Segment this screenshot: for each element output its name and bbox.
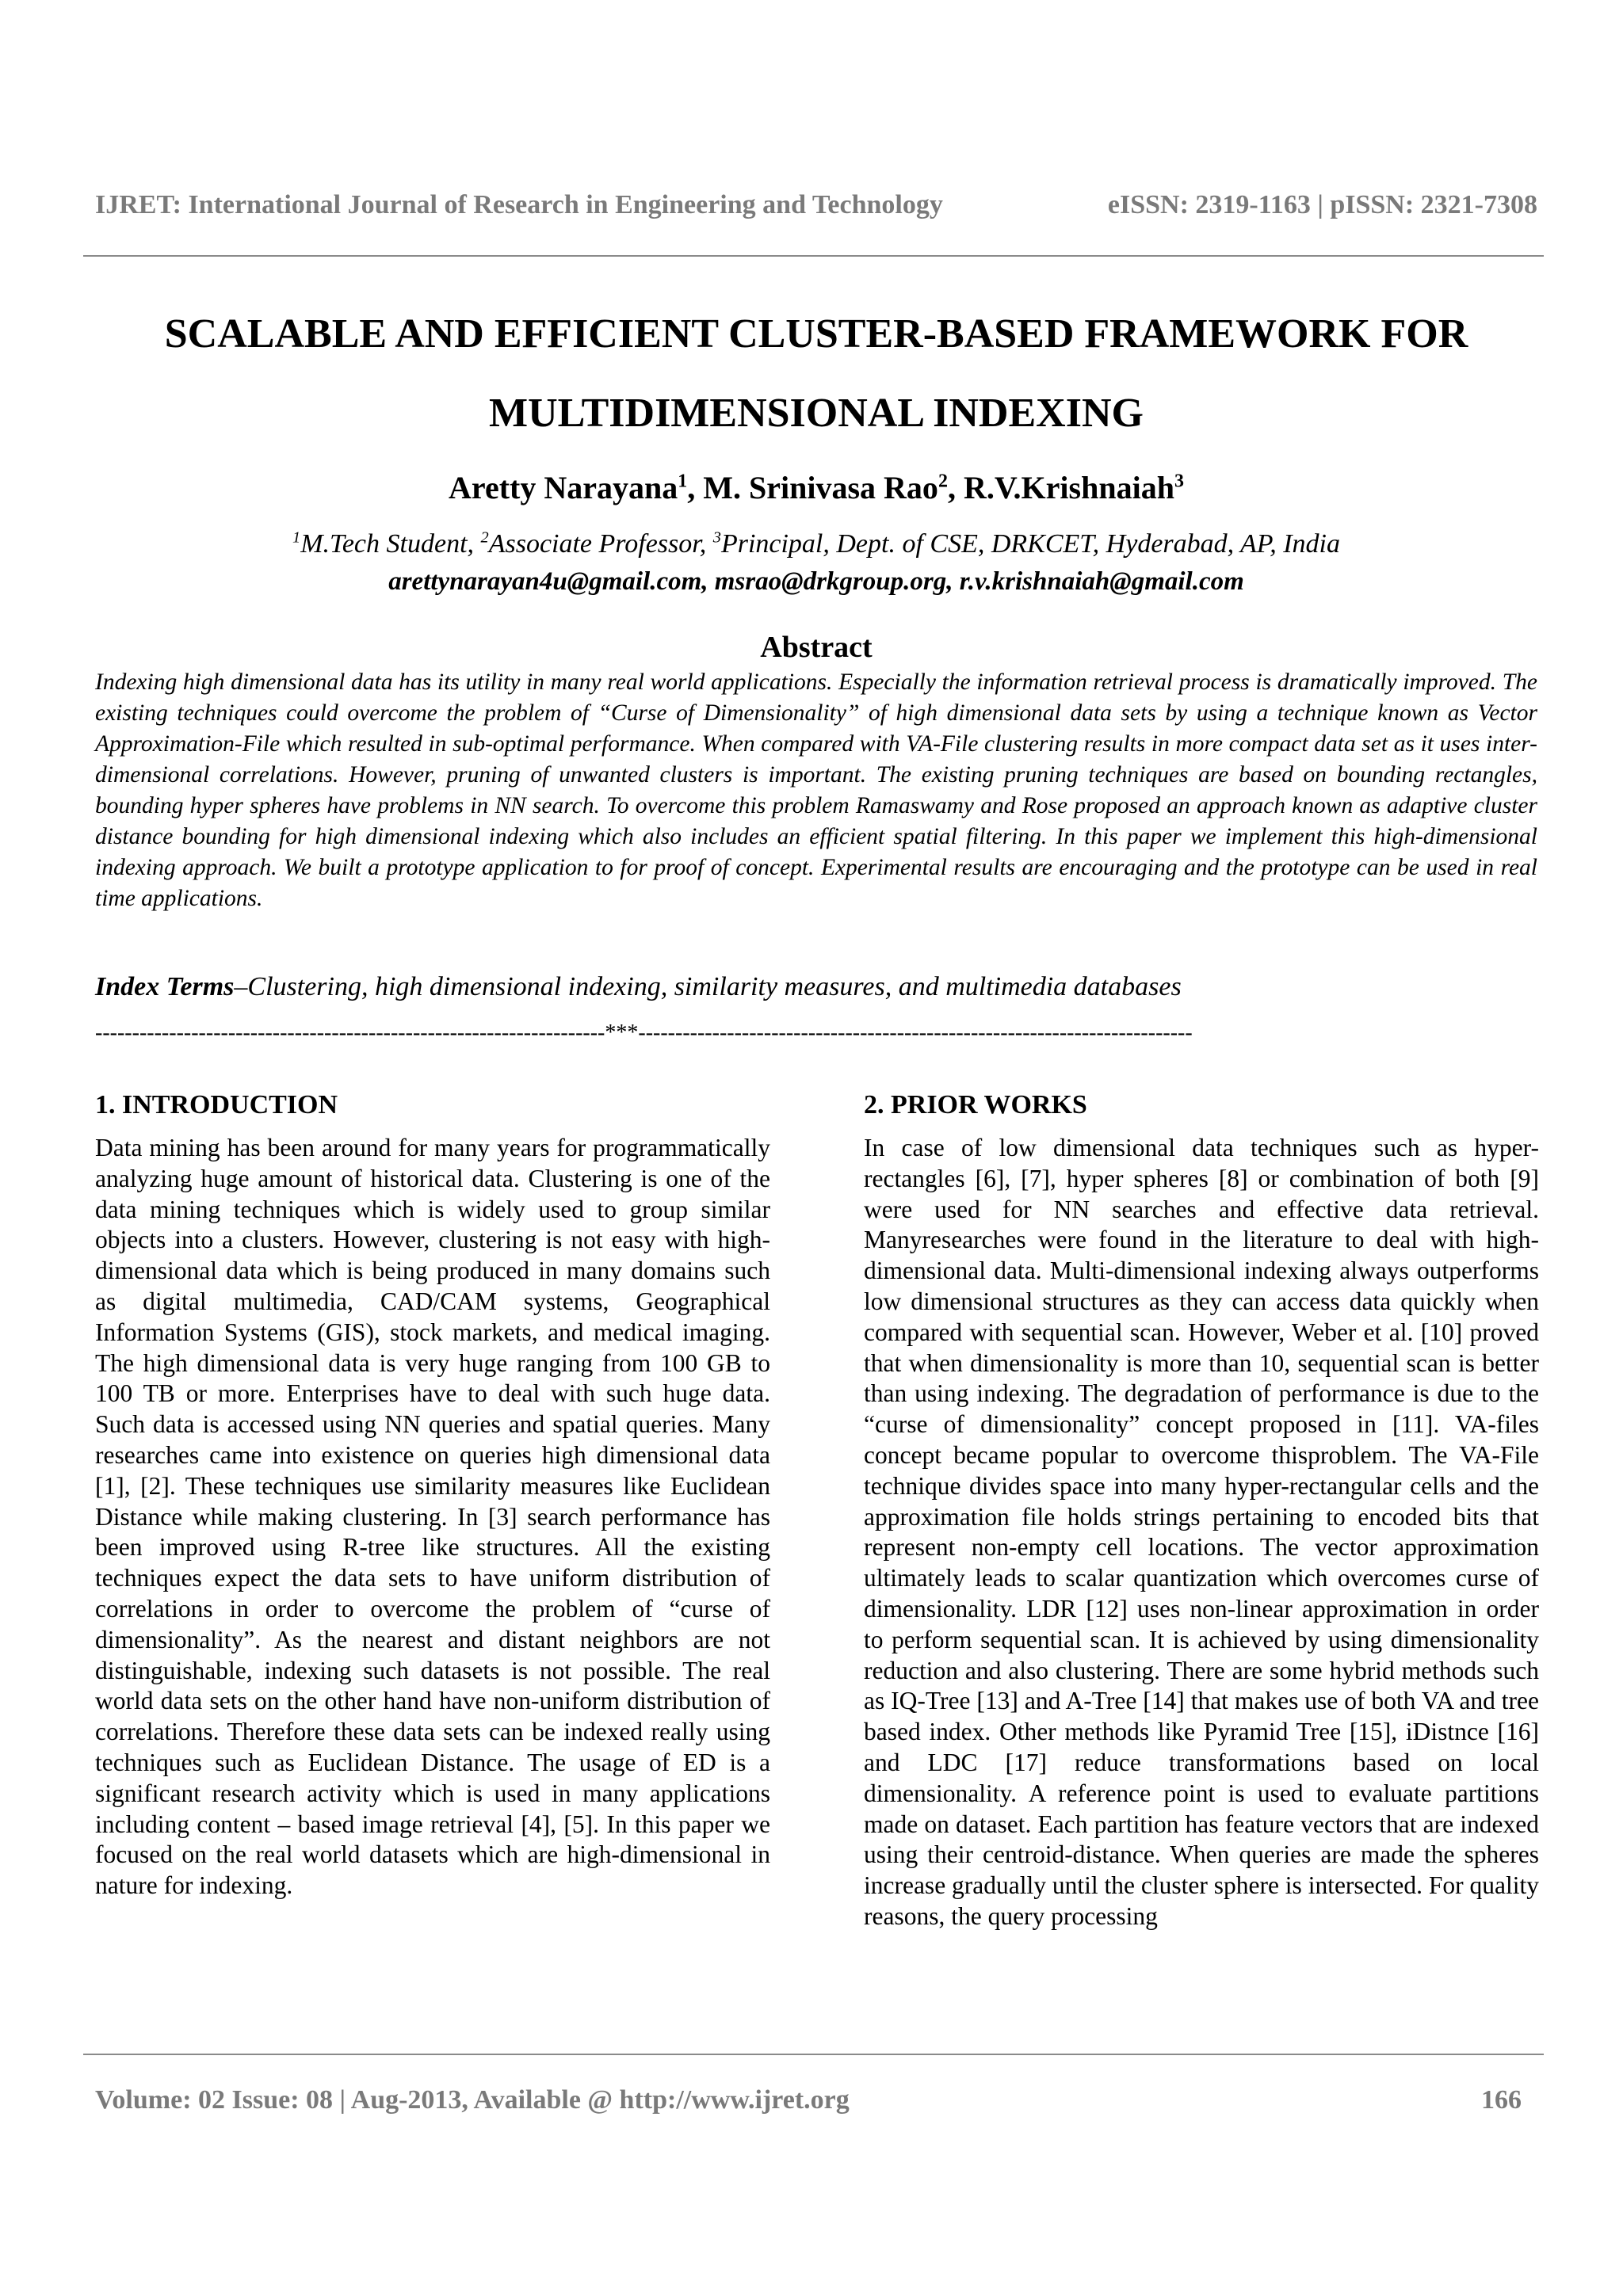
author-separator: , (947, 470, 964, 505)
affil-1: M.Tech Student, (300, 529, 481, 559)
abstract-heading: Abstract (760, 631, 873, 664)
issn-info: eISSN: 2319-1163 | pISSN: 2321-7308 (1107, 190, 1537, 219)
footer-rule (83, 2054, 1544, 2055)
title-line-2: MULTIDIMENSIONAL INDEXING (489, 391, 1144, 436)
title-line-1: SCALABLE AND EFFICIENT CLUSTER-BASED FRAMEWORK FOR (164, 311, 1468, 357)
right-column (864, 1087, 1539, 1932)
index-terms (95, 970, 1537, 1005)
running-header (95, 190, 1537, 225)
introduction-heading: 1. INTRODUCTION (95, 1090, 338, 1119)
affil-3: Principal, Dept. of CSE, DRKCET, Hyderabad, AP, India (720, 529, 1340, 559)
affil-mark-3: 3 (712, 528, 721, 547)
prior-works-heading: 2. PRIOR WORKS (864, 1090, 1087, 1119)
index-terms-text: –Clustering, high dimensional indexing, similarity measures, and multimedia databases (234, 972, 1182, 1001)
index-terms-label: Index Terms (95, 972, 235, 1001)
abstract-text: Indexing high dimensional data has its utility in many real world applications. Especially the information retrieval process is dramatically improved. The existing techniques could overcome the problem of “Curse of Dimensionality” of high dimensional data sets by using a technique known as Vector Approximation-File which resulted in sub-optimal performance. When compared with VA-File clustering results in more compact data set as it uses inter-dimensional correlations. However, pruning of unwanted clusters is important. The existing pruning techniques are based on bounding rectangles, bounding hyper spheres have problems in NN search. To overcome this problem Ramaswamy and Rose proposed an approach known as adaptive cluster distance bounding for high dimensional indexing which also includes an efficient spatial filtering. In this paper we implement this high-dimensional indexing approach. We built a prototype application to for proof of concept. Experimental results are encouraging and the prototype can be used in real time applications. (95, 669, 1537, 911)
left-column (95, 1087, 770, 1901)
volume-info: Volume: 02 Issue: 08 | Aug-2013, Available @ http://www.ijret.org (95, 2085, 850, 2115)
author-1-mark: 1 (678, 471, 688, 492)
section-separator: ---------------------------------------------------------------------***--------------------------------------------------------------------------- (95, 1020, 1193, 1045)
header-rule (83, 255, 1544, 257)
affil-2: Associate Professor, (488, 529, 713, 559)
affiliations (95, 527, 1537, 562)
page-number: 166 (1481, 2085, 1522, 2115)
author-3-mark: 3 (1174, 471, 1184, 492)
running-footer (95, 2085, 1522, 2120)
author-2-mark: 2 (938, 471, 948, 492)
affil-mark-1: 1 (292, 528, 301, 547)
prior-works-text: In case of low dimensional data techniques such as hyper-rectangles [6], [7], hyper spheres [8] or combination of both [9] were used for NN searches and effective data retrieval. Manyresearches were found in the literature to deal with high-dimensional data. Multi-dimensional indexing always outperforms low dimensional structures as they can access data quickly when compared with sequential scan. However, Weber et al. [10] proved that when dimensionality is more than 10, sequential scan is better than using indexing. The degradation of performance is due to the “curse of dimensionality” concept proposed in [11]. VA-files concept became popular to overcome thisproblem. The VA-File technique divides space into many hyper-rectangular cells and the approximation file holds strings pertaining to encoded bits that represent non-empty cell locations. The vector approximation ultimately leads to scalar quantization which overcomes curse of dimensionality. LDR [12] uses non-linear approximation in order to perform sequential scan. It is achieved by using dimensionality reduction and also clustering. There are some hybrid methods such as IQ-Tree [13] and A-Tree [14] that makes use of both VA and tree based index. Other methods like Pyramid Tree [15], iDistnce [16] and LDC [17] reduce transformations based on local dimensionality. A reference point is used to evaluate partitions made on dataset. Each partition has feature vectors that are indexed using their centroid-distance. When queries are made the spheres increase gradually until the cluster sphere is intersected. For quality reasons, the query processing (864, 1134, 1539, 1930)
author-3: R.V.Krishnaiah (963, 470, 1174, 505)
author-2: M. Srinivasa Rao (703, 470, 938, 505)
journal-name: IJRET: International Journal of Research in Engineering and Technology (95, 190, 943, 219)
affil-mark-2: 2 (480, 528, 489, 547)
author-list (95, 467, 1537, 509)
author-separator: , (687, 470, 704, 505)
introduction-text: Data mining has been around for many years for programmatically analyzing huge amount of historical data. Clustering is one of the data mining techniques which is widely used to group similar objects into a clusters. However, clustering is not easy with high-dimensional data which is being produced in many domains such as digital multimedia, CAD/CAM systems, Geographical Information Systems (GIS), stock markets, and medical imaging. The high dimensional data is very huge ranging from 100 GB to 100 TB or more. Enterprises have to deal with such huge data. Such data is accessed using NN queries and spatial queries. Many researches came into existence on queries high dimensional data [1], [2]. These techniques use similarity measures like Euclidean Distance while making clustering. In [3] search performance has been improved using R-tree like structures. All the existing techniques expect the data sets to have uniform distribution of correlations in order to overcome the problem of “curse of dimensionality”. As the nearest and distant neighbors are not distinguishable, indexing such datasets is not possible. The real world data sets on the other hand have non-uniform distribution of correlations. Therefore these data sets can be indexed really using techniques such as Euclidean Distance. The usage of ED is a significant research activity which is used in many applications including content – based image retrieval [4], [5]. In this paper we focused on the real world datasets which are high-dimensional in nature for indexing. (95, 1134, 770, 1900)
paper-title (95, 295, 1537, 453)
author-1: Aretty Narayana (449, 470, 678, 505)
author-emails: arettynarayan4u@gmail.com, msrao@drkgroup.org, r.v.krishnaiah@gmail.com (388, 567, 1244, 596)
